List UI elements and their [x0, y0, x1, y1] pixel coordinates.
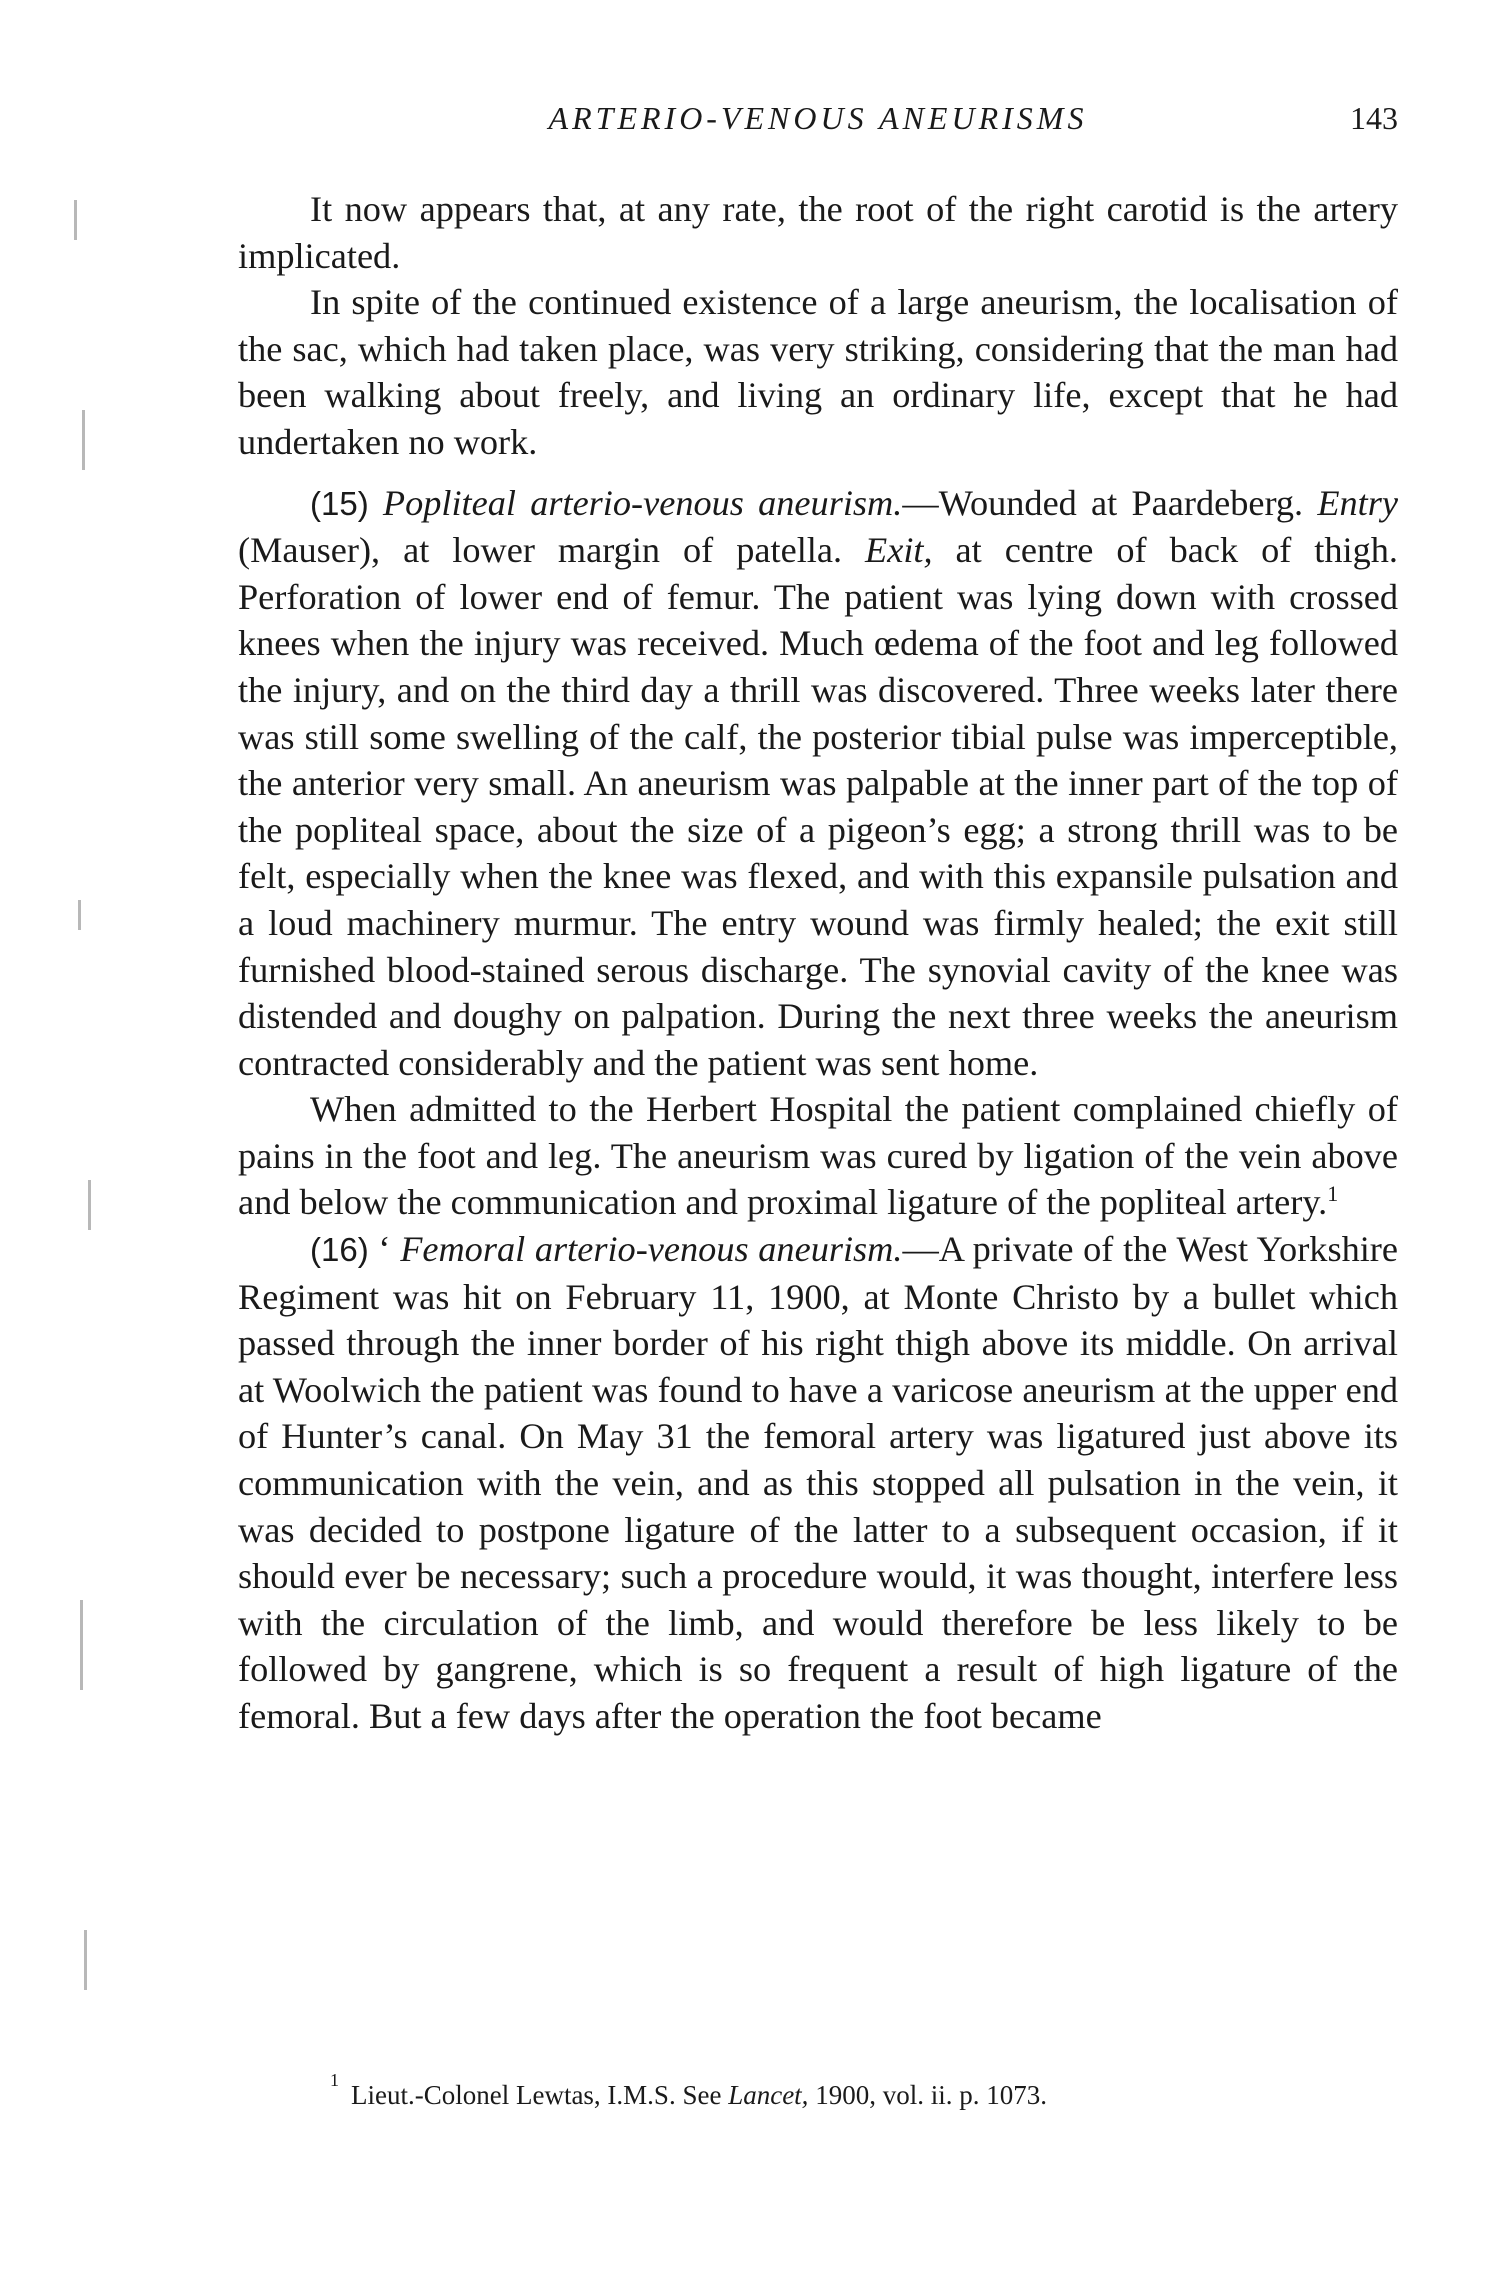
footnote	[330, 2070, 1047, 2111]
paragraph-carotid: It now appears that, at any rate, the root of the right carotid is the artery implicated.	[238, 189, 1398, 276]
exit-label: Exit,	[865, 530, 933, 571]
case-15-text-c: at centre of back of thigh. Perforation of lower end of femur. The patient was lying down with crossed knees when the injury was received. Much œdema of the foot and leg followed the injury, and on the third day a thrill was discovered. Three weeks later there was still some swelling of the calf, the posterior tibial pulse was imperceptible, the anterior very small. An aneurism was palpable at the inner part of the top of the popliteal space, about the size of a pigeon’s egg; a strong thrill was to be felt, especially when the knee was flexed, and with this expansile pulsation and a loud machinery murmur. The entry wound was firmly healed; the exit still furnished blood-stained serous discharge. The synovial cavity of the knee was distended and doughy on palpation. During the next three weeks the aneurism contracted considerably and the patient was sent home.	[238, 530, 1398, 1083]
footnote-reference: 1	[1327, 1181, 1339, 1207]
case-15-number: (15)	[310, 484, 369, 522]
running-head	[238, 100, 1398, 160]
page-number: 143	[1350, 100, 1398, 136]
footnote-journal: Lancet,	[728, 2080, 809, 2110]
entry-label: Entry	[1317, 482, 1398, 523]
case-16-number: (16)	[310, 1231, 369, 1269]
paragraph-localisation: In spite of the continued existence of a large aneurism, the localisation of the sac, which had taken place, was very striking, considering that the man had been walking about freely, and living an ordinary life, except that he had undertaken no work.	[238, 282, 1398, 462]
case-15-text-a: —Wounded at Paardeberg.	[902, 482, 1318, 523]
footnote-text-a: Lieut.-Colonel Lewtas, I.M.S. See	[351, 2080, 729, 2110]
case-16-text: —A private of the West Yorkshire Regiment was hit on February 11, 1900, at Monte Christo by a bullet which passed through the inner border of his right thigh above its middle. On arrival at Woolwich the patient was found to have a varicose aneurism at the upper end of Hunter’s canal. On May 31 the femoral artery was ligatured just above its communication with the vein, and as this stopped all pulsation in the vein, it was decided to postpone ligature of the latter to a subsequent occasion, if it should ever be necessary; such a procedure would, it was thought, interfere less with the circulation of the limb, and would therefore be less likely to be followed by gangrene, which is so frequent a result of high ligature of the femoral. But a few days after the operation the foot became	[238, 1229, 1398, 1736]
scan-margin-marks	[60, 180, 120, 2080]
body-text	[238, 186, 1398, 1740]
book-page	[238, 100, 1398, 1740]
paragraph-herbert-hospital	[238, 1086, 1398, 1226]
footnote-mark: 1	[330, 2070, 339, 2090]
case-16-paragraph	[238, 1226, 1398, 1740]
case-16-title: Femoral arterio-venous aneurism.	[400, 1229, 903, 1270]
running-title: ARTERIO-VENOUS ANEURISMS	[548, 100, 1088, 136]
herbert-hospital-text: When admitted to the Herbert Hospital the patient complained chiefly of pains in the foot and leg. The aneurism was cured by ligation of the vein above and below the communication and proximal ligature of the popliteal artery.	[238, 1089, 1398, 1223]
case-15-paragraph	[238, 480, 1398, 1087]
case-15-title: Popliteal arterio-venous aneurism.	[382, 482, 903, 523]
case-16-quote-mark: ‘	[378, 1229, 391, 1270]
footnote-text-b: 1900, vol. ii. p. 1073.	[808, 2080, 1047, 2110]
case-15-text-b: (Mauser), at lower margin of patella.	[238, 530, 866, 571]
